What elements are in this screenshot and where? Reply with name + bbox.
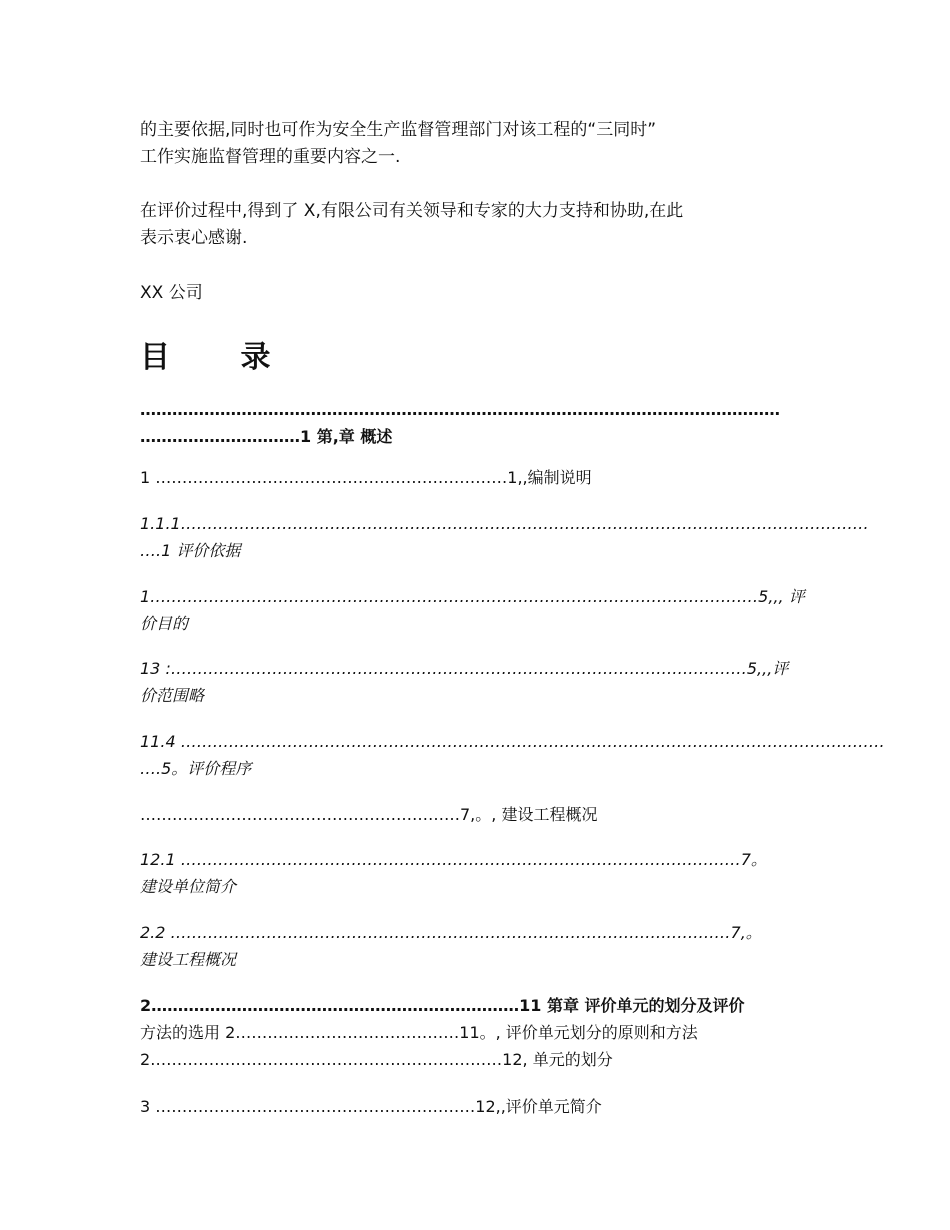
toc-line: 1.1.1…………………………………………………………………………………………………………………	[140, 514, 869, 533]
toc-line: 2.2 ……………………………………………………………………………………………7,。	[140, 923, 762, 942]
toc-entry[interactable]	[140, 396, 810, 450]
toc-line: ….1 评价依据	[140, 541, 241, 560]
toc-line: 11.4 ……………………………………………………………………………………………………………………	[140, 732, 885, 751]
intro-line: 工作实施监督管理的重要内容之一.	[140, 147, 401, 167]
toc-line: 13 :………………………………………………………………………………………………5,,,评	[140, 659, 789, 678]
toc-line: ……………………………………………………7,。, 建设工程概况	[140, 805, 598, 824]
toc-line: 价目的	[140, 614, 189, 633]
toc-entry[interactable]	[140, 846, 810, 900]
toc-line: …………………………………………………………………………………………………………	[140, 400, 780, 419]
toc-entry[interactable]	[140, 728, 885, 782]
toc-line: …………………………1 第,章 概述	[140, 427, 393, 446]
toc-line: ….5。评价程序	[140, 759, 252, 778]
signature: XX 公司	[140, 283, 203, 303]
intro-line: 在评价过程中,得到了 X,有限公司有关领导和专家的大力支持和协助,在此	[140, 201, 684, 221]
intro-line: 表示衷心感谢.	[140, 228, 248, 248]
toc-entry[interactable]	[140, 583, 810, 637]
toc-line: 建设单位简介	[140, 877, 237, 896]
toc-entry[interactable]	[140, 801, 810, 828]
toc-line: 3 ……………………………………………………12,,评价单元简介	[140, 1097, 602, 1116]
toc-entry[interactable]	[140, 655, 810, 709]
toc-line: 1……………………………………………………………………………………………………5,,, 评	[140, 587, 805, 606]
toc-line: 价范围略	[140, 686, 205, 705]
toc-entry[interactable]	[140, 510, 869, 564]
toc-line: 方法的选用 2……………………………………11。, 评价单元划分的原则和方法	[140, 1023, 698, 1042]
intro-line: 的主要依据,同时也可作为安全生产监督管理部门对该工程的“三同时”	[140, 120, 657, 140]
intro-paragraph-1	[140, 117, 810, 171]
toc-entry[interactable]	[140, 1093, 810, 1120]
toc-entry[interactable]	[140, 992, 810, 1073]
toc-entry[interactable]	[140, 464, 810, 491]
toc-line: 12.1 ……………………………………………………………………………………………7。	[140, 850, 767, 869]
intro-paragraph-2	[140, 198, 810, 252]
toc-line: 1 …………………………………………………………1,,编制说明	[140, 468, 592, 487]
toc-entry[interactable]	[140, 919, 810, 973]
toc-line: 2……………………………………………………………11 第章 评价单元的划分及评价	[140, 996, 745, 1015]
toc-title: 目 录	[140, 340, 301, 375]
toc-line: 2…………………………………………………………12, 单元的划分	[140, 1050, 613, 1069]
toc-line: 建设工程概况	[140, 950, 237, 969]
